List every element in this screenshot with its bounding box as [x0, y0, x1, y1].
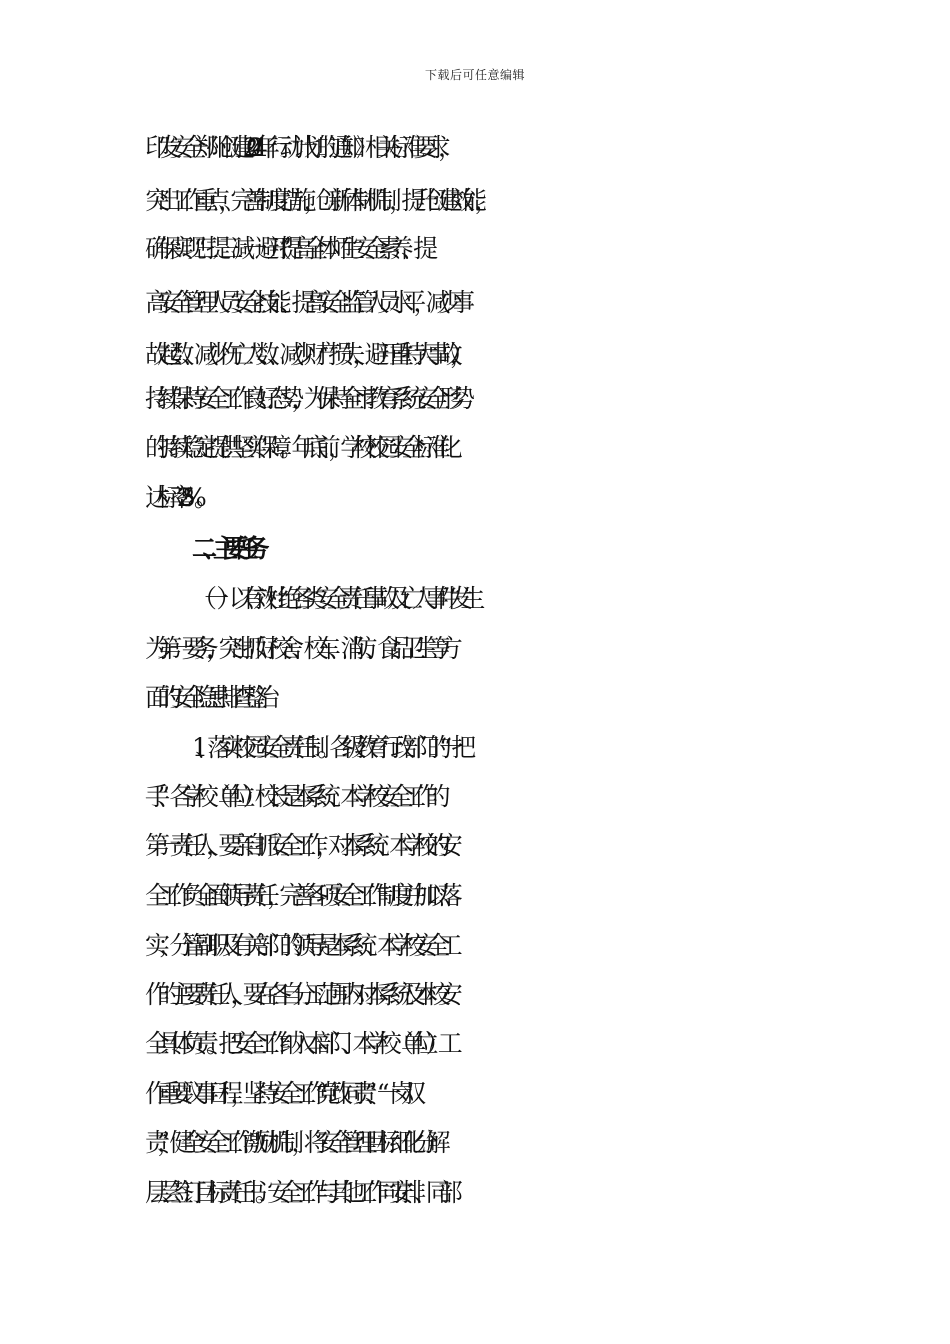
section-heading: 二、主要任务 [192, 534, 256, 563]
page-header: 下载后可任意编辑 [424, 68, 525, 82]
paragraph-line: 的持续稳定提供坚实保障。年底前，学校校园安全标准化 [145, 433, 451, 462]
paragraph-line: 第一责任人，要亲自抓安全工作，对本系统、本学校的安 [145, 831, 451, 860]
paragraph-line: 全具体负责。把安全工作纳入本部门、本学校（单位）工 [145, 1029, 451, 1058]
paragraph-line: 突出工作重点，完善制度措施，创新体制机制，提升创建效能， [145, 186, 487, 215]
paragraph-line: 高安全管理人员安全技能、提高安全监管人员水平，减少事 [145, 288, 463, 317]
paragraph-line: 持续保持安全工作良好态势，为保持全市教育系统安全形势 [145, 384, 463, 413]
paragraph-line: 达标率 25%。 [145, 483, 207, 512]
paragraph-line: 手”、各学校（单位）校长是本系统、本学校安全工作的 [145, 782, 438, 811]
subsection-heading-line: （一）以有效杜绝各类安全责任事故及亡人事件发生 [192, 584, 473, 613]
paragraph-line: 1、落实校园安全责任制。各级教育行政部门的“一把 [192, 733, 464, 762]
paragraph-line: 确保实现“三提三减一避开”（提高全体师生安全素养、提 [145, 234, 426, 263]
paragraph-line: 责”，健全安全工作激励机制，将安全管理目标细化分解 [145, 1128, 438, 1157]
paragraph-line: 全工作负全面领导责任，完善各项安全工作制度并加以落 [145, 881, 451, 910]
paragraph-line: 作的主要责任人，要在各自分工范围内对本系统及本校安 [145, 980, 451, 1009]
paragraph-line: 故起数、减少伤亡人数、减少财产损失，避开重特大事故）， [145, 340, 462, 369]
subsection-heading-line: 面的安全隐患排查整治 [145, 683, 268, 712]
paragraph-line: 实；分管副职及有关部门的领导是本系统、本学校安全工 [145, 931, 451, 960]
paragraph-line: 层层签订目标责任书。安全工作与其他工作同安排、同部 [145, 1178, 451, 1207]
paragraph-line: 作重要议事日程，坚持安全工作“党政同责”、“一岗双 [145, 1079, 414, 1108]
subsection-heading-line: 为第一要务，突出抓好校舍、校车、消防、食品卫生等方 [145, 634, 451, 663]
paragraph-line: 印发安全郑州创建2024年行动计划的通知》相关标准要求， [145, 133, 451, 162]
